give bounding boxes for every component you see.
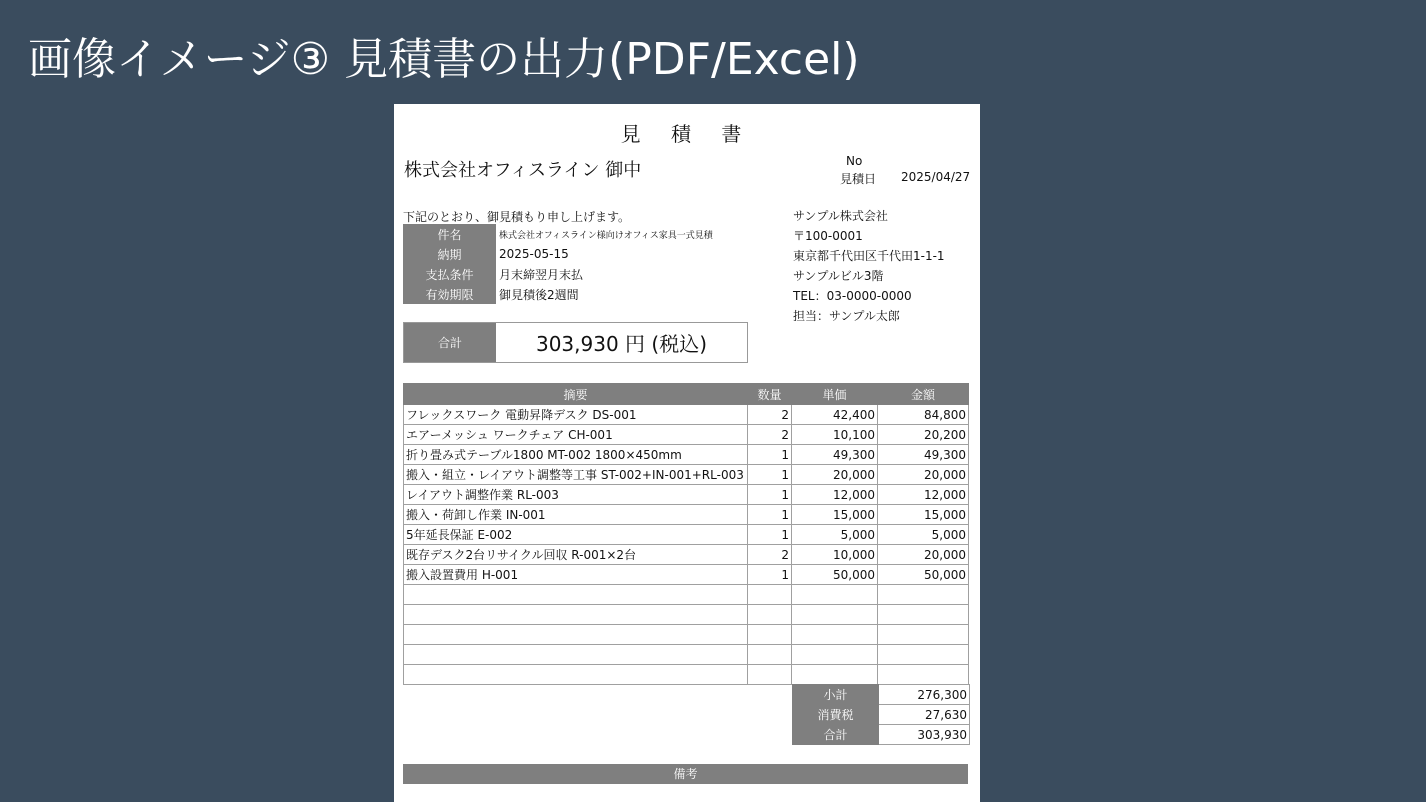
item-amount [878, 605, 969, 625]
tax-value: 27,630 [879, 705, 970, 725]
estimate-document [394, 104, 980, 802]
item-quantity [748, 605, 792, 625]
item-quantity: 1 [748, 445, 792, 465]
company-postal-code: 〒100-0001 [793, 229, 863, 243]
item-description: 搬入・荷卸し作業 IN-001 [404, 505, 748, 525]
item-amount: 5,000 [878, 525, 969, 545]
item-amount [878, 645, 969, 665]
item-unit-price: 49,300 [792, 445, 878, 465]
grand-total-label: 合計 [404, 323, 496, 362]
item-unit-price [792, 585, 878, 605]
item-unit-price: 20,000 [792, 465, 878, 485]
table-row [404, 425, 969, 445]
item-description [404, 605, 748, 625]
subtotal-row [793, 685, 970, 705]
item-amount: 12,000 [878, 485, 969, 505]
item-amount: 20,200 [878, 425, 969, 445]
issuer-company-block [793, 206, 945, 326]
item-quantity: 1 [748, 465, 792, 485]
total-value: 303,930 [879, 725, 970, 745]
item-description: エアーメッシュ ワークチェア CH-001 [404, 425, 748, 445]
client-name: 株式会社オフィスライン 御中 [404, 160, 642, 181]
item-unit-price: 10,000 [792, 545, 878, 565]
item-description [404, 665, 748, 685]
company-building: サンプルビル3階 [793, 269, 884, 283]
item-unit-price: 15,000 [792, 505, 878, 525]
item-description [404, 625, 748, 645]
info-value: 株式会社オフィスライン様向けオフィス家具一式見積 [499, 230, 713, 241]
company-phone: TEL：03-0000-0000 [793, 289, 912, 303]
grand-total-value: 303,930 円 (税込) [535, 332, 708, 356]
table-row [404, 465, 969, 485]
info-row [403, 244, 713, 264]
table-row [404, 545, 969, 565]
item-amount: 50,000 [878, 565, 969, 585]
line-items-table [403, 383, 969, 685]
table-row [404, 665, 969, 685]
tax-label: 消費税 [793, 705, 879, 725]
info-row [403, 284, 713, 304]
subtotal-value: 276,300 [879, 685, 970, 705]
table-row [404, 565, 969, 585]
table-row [404, 525, 969, 545]
item-amount: 15,000 [878, 505, 969, 525]
table-row [404, 625, 969, 645]
item-quantity [748, 665, 792, 685]
estimate-date-label: 見積日 [840, 172, 877, 186]
estimate-date-value: 2025/04/27 [901, 170, 971, 184]
item-quantity [748, 585, 792, 605]
info-label: 納期 [403, 244, 496, 264]
info-label: 件名 [403, 224, 496, 244]
item-quantity: 2 [748, 545, 792, 565]
table-row [404, 485, 969, 505]
item-unit-price [792, 665, 878, 685]
table-row [404, 645, 969, 665]
item-description: 搬入・組立・レイアウト調整等工事 ST-002+IN-001+RL-003 [404, 465, 748, 485]
item-unit-price [792, 645, 878, 665]
remarks-header: 備考 [403, 764, 968, 784]
total-label: 合計 [793, 725, 879, 745]
item-description: フレックスワーク 電動昇降デスク DS-001 [404, 405, 748, 425]
table-row [404, 505, 969, 525]
table-row [404, 445, 969, 465]
document-title: 見 積 書 [620, 122, 754, 146]
item-quantity [748, 645, 792, 665]
item-quantity: 1 [748, 505, 792, 525]
slide-title: 画像イメージ③ 見積書の出力(PDF/Excel) [28, 34, 860, 85]
item-description: レイアウト調整作業 RL-003 [404, 485, 748, 505]
item-description: 既存デスク2台リサイクル回収 R-001×2台 [404, 545, 748, 565]
company-name: サンプル株式会社 [793, 209, 888, 223]
item-quantity: 1 [748, 525, 792, 545]
item-description: 折り畳み式テーブル1800 MT-002 1800×450mm [404, 445, 748, 465]
info-label: 有効期限 [403, 284, 496, 304]
item-amount [878, 625, 969, 645]
item-amount [878, 665, 969, 685]
info-value: 御見積後2週間 [499, 287, 579, 302]
item-amount: 49,300 [878, 445, 969, 465]
item-quantity: 2 [748, 405, 792, 425]
item-unit-price: 5,000 [792, 525, 878, 545]
info-row [403, 224, 713, 244]
item-unit-price: 12,000 [792, 485, 878, 505]
item-unit-price [792, 605, 878, 625]
item-unit-price: 50,000 [792, 565, 878, 585]
greeting-text: 下記のとおり、御見積もり申し上げます。 [403, 210, 631, 224]
item-amount [878, 585, 969, 605]
info-label: 支払条件 [403, 264, 496, 284]
item-unit-price: 42,400 [792, 405, 878, 425]
item-unit-price: 10,100 [792, 425, 878, 445]
column-header-unit-price: 単価 [792, 384, 878, 405]
company-contact-person: 担当：サンプル太郎 [793, 309, 900, 323]
estimate-number-label: No [846, 154, 863, 168]
column-header-amount: 金額 [878, 384, 969, 405]
item-quantity: 2 [748, 425, 792, 445]
total-row [793, 725, 970, 745]
estimate-info-table [403, 224, 713, 304]
company-address: 東京都千代田区千代田1-1-1 [793, 249, 945, 263]
grand-total-box [403, 322, 748, 363]
item-quantity: 1 [748, 485, 792, 505]
info-value: 月末締翌月末払 [499, 267, 584, 282]
table-row [404, 405, 969, 425]
item-amount: 20,000 [878, 465, 969, 485]
info-value: 2025-05-15 [499, 247, 569, 261]
item-unit-price [792, 625, 878, 645]
item-amount: 84,800 [878, 405, 969, 425]
item-description [404, 645, 748, 665]
item-quantity: 1 [748, 565, 792, 585]
table-row [404, 585, 969, 605]
totals-table [792, 684, 970, 745]
item-description: 搬入設置費用 H-001 [404, 565, 748, 585]
tax-row [793, 705, 970, 725]
column-header-quantity: 数量 [748, 384, 792, 405]
info-row [403, 264, 713, 284]
item-quantity [748, 625, 792, 645]
item-description [404, 585, 748, 605]
column-header-description: 摘要 [404, 384, 748, 405]
subtotal-label: 小計 [793, 685, 879, 705]
table-header-row [404, 384, 969, 405]
item-description: 5年延長保証 E-002 [404, 525, 748, 545]
table-row [404, 605, 969, 625]
item-amount: 20,000 [878, 545, 969, 565]
